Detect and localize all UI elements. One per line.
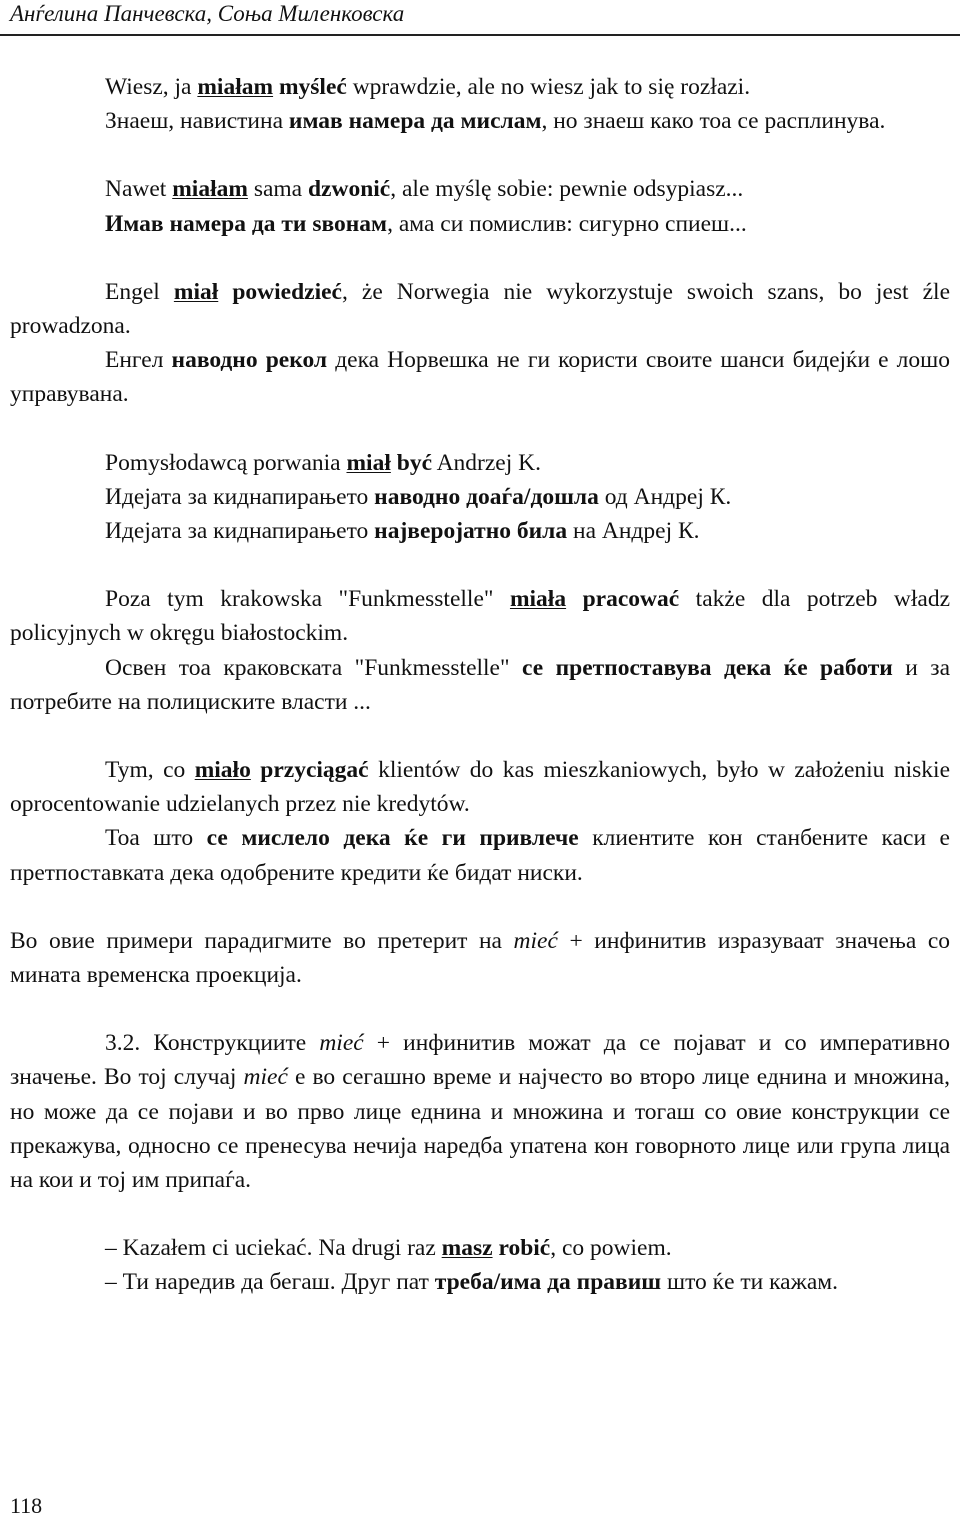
example-5-macedonian: Освен тоа краковската "Funkmesstelle" се претпоставува дека ќе работи и за потребите на полициските власти ... bbox=[10, 654, 951, 715]
example-5-polish: Poza tym krakowska "Funkmesstelle" miała pracować także dla potrzeb władz policyjnych w okręgu białostockim. bbox=[10, 586, 951, 647]
running-title: Анѓелина Панчевска, Соња Миленковска bbox=[10, 1, 405, 26]
example-2-polish: Nawet miałam sama dzwonić, ale myślę sobie: pewnie odsypiasz... bbox=[105, 176, 744, 203]
summary-paragraph: Во овие примери парадигмите во претерит на mieć + инфинитив изразуваат значења со мината временска проекција. bbox=[10, 927, 950, 989]
section-3-2-paragraph: 3.2. Конструкциите mieć + инфинитив можат да се појават и со императивно значење. Во тој случај mieć е во сегашно време и најчесто во второ лице еднина и множина, но може да се појави и во прво лице еднина и множина и тогаш со овие конструкции се прекажува, односно се пренесува нечија наредба упатена кон говорното лице или група лица на кои и тој им припаѓа. bbox=[10, 1030, 950, 1194]
example-1-macedonian: Знаеш, навистина имав намера да мислам, но знаеш како тоа се расплинува. bbox=[105, 108, 886, 135]
example-3-macedonian: Енгел наводно рекол дека Норвешка не ги користи своите шанси бидејќи е лошо управувана. bbox=[10, 347, 950, 408]
example-6-polish: Tym, co miało przyciągać klientów do kas mieszkaniowych, było w założeniu niskie oprocentowanie udzielanych przez nie kredytów. bbox=[10, 757, 950, 818]
page-number: 118 bbox=[10, 1493, 43, 1518]
example-3-polish: Engel miał powiedzieć, że Norwegia nie wykorzystuje swoich szans, bo jest źle prowadzona. bbox=[10, 278, 951, 340]
example-4-macedonian: Идејата за киднапирањето наводно доаѓа/дошла од Андреј К. bbox=[105, 483, 732, 510]
example-6-macedonian: Тоа што се мислело дека ќе ги привлече клиентите кон станбените каси е претпоставката дека одобрените кредити ќе бидат ниски. bbox=[10, 825, 950, 886]
dialogue-polish: – Kazałem ci uciekać. Na drugi raz masz robić, co powiem. bbox=[105, 1235, 672, 1262]
example-4-polish: Pomysłodawcą porwania miał być Andrzej K. bbox=[105, 449, 541, 476]
running-header bbox=[0, 0, 960, 36]
example-4-macedonian-alt: Идејата за киднапирањето најверојатно била на Андреј К. bbox=[105, 518, 700, 545]
example-2-macedonian: Имав намера да ти ѕвонам, ама си помислив: сигурно спиеш... bbox=[105, 210, 747, 237]
example-1-polish: Wiesz, ja miałam myśleć wprawdzie, ale no wiesz jak to się rozłazi. bbox=[105, 74, 751, 100]
body-text bbox=[10, 70, 950, 1300]
dialogue-macedonian: – Ти наредив да бегаш. Друг пат треба/има да правиш што ќе ти кажам. bbox=[105, 1269, 838, 1296]
